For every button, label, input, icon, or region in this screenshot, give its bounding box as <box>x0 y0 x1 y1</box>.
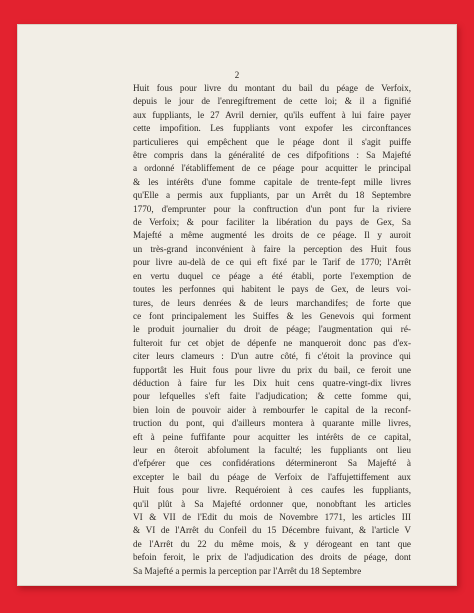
text-line: de Verfoix; & pour faciliter la libération du pays de Gex, Sa <box>133 217 411 228</box>
text-line: befoin feroit, le prix de l'adjudication des droits de péage, dont <box>133 552 411 563</box>
text-line: cette impofition. Les fuppliants vont expofer les circonftances <box>133 123 411 134</box>
text-line: déduction à faire fur les Dix huit cens quatre-vingt-dix livres <box>133 377 411 388</box>
text-line: qu'Elle a permis aux fuppliants, par un Arrêt du 18 Septembre <box>133 190 411 201</box>
text-line: bien loin de pouvoir aider à rembourfer le capital de la reconf- <box>133 404 411 415</box>
text-line: d'efpérer que ces confidérations détermineront Sa Majefté à <box>133 458 411 469</box>
text-line: en vertu duquel ce péage a été établi, porte l'exemption de <box>133 270 411 281</box>
text-line: aux fuppliants, le 27 Avril dernier, qu'ils euffent à lui faire payer <box>133 109 411 120</box>
text-line: un très-grand inconvénient à faire la perception des Huit fous <box>133 243 411 254</box>
text-line: excepter le bail du péage de Verfoix de l'affujettiffement aux <box>133 471 411 482</box>
text-line: Huit fous pour livre. Requéroient à ces caufes les fuppliants, <box>133 485 411 496</box>
text-line: particulieres qui empêchent que le péage dont il s'agit puiffe <box>133 136 411 147</box>
text-line: être compris dans la généralité de ces difpofitions : Sa Majefté <box>133 150 411 161</box>
text-line: & VI de l'Arrêt du Confeil du 15 Décembre fuivant, & l'article V <box>133 525 411 536</box>
body-text <box>133 82 411 578</box>
document-page <box>17 24 457 586</box>
text-line: citer leurs clameurs : D'un autre côté, fi c'étoit la province qui <box>133 351 411 362</box>
text-line: leur en ôteroit abfolument la faculté; les fuppliants ont lieu <box>133 444 411 455</box>
page-number: 2 <box>234 70 240 80</box>
text-line: depuis le jour de l'enregiftrement de cette loi; & il a fignifié <box>133 96 411 107</box>
text-line: pour livre au-delà de ce qui eft fixé par le Tarif de 1770; l'Arrêt <box>133 257 411 268</box>
text-line: qu'il plût à Sa Majefté ordonner que, nonobftant les articles <box>133 498 411 509</box>
text-line: Sa Majefté a permis la perception par l'Arrêt du 18 Septembre <box>133 565 362 576</box>
text-line: Huit fous pour livre du montant du bail du péage de Verfoix, <box>133 83 411 93</box>
text-line: tures, de leurs denrées & de leurs marchandifes; de forte que <box>133 297 411 308</box>
text-line: 1770, d'emprunter pour la conftruction d'un pont fur la riviere <box>133 203 411 214</box>
text-line: eft à peine fuffifante pour acquitter les intérêts de ce capital, <box>133 431 411 442</box>
text-line: de l'Arrêt du 22 du même mois, & y dérogeant en tant que <box>133 538 411 549</box>
text-line: fupportât les Huit fous pour livre du prix du bail, ce feroit une <box>133 364 411 375</box>
text-line: fulteroit fur cet objet de dépenfe ne manqueroit donc pas d'ex- <box>133 337 411 348</box>
text-line: ce font principalement les Suiffes & les Genevois qui forment <box>133 310 411 321</box>
text-line: a ordonné l'établiffement de ce péage pour acquitter le principal <box>133 163 411 174</box>
text-line: pour lefquelles s'eft faite l'adjudication; & cette fomme qui, <box>133 391 411 402</box>
text-line: truction du pont, qui d'ailleurs montera à quarante mille livres, <box>133 418 411 429</box>
text-line: Majefté a même augmenté les droits de ce péage. Il y auroit <box>133 230 411 241</box>
text-line: VI & VII de l'Edit du mois de Novembre 1771, les articles III <box>133 512 411 522</box>
text-line: & les intérêts d'une fomme capitale de trente-fept mille livres <box>133 176 411 187</box>
text-line: toutes les perfonnes qui habitent le pays de Gex, de leurs voi- <box>133 284 411 295</box>
text-line: le produit journalier du droit de péage; l'augmentation qui ré- <box>133 324 411 335</box>
